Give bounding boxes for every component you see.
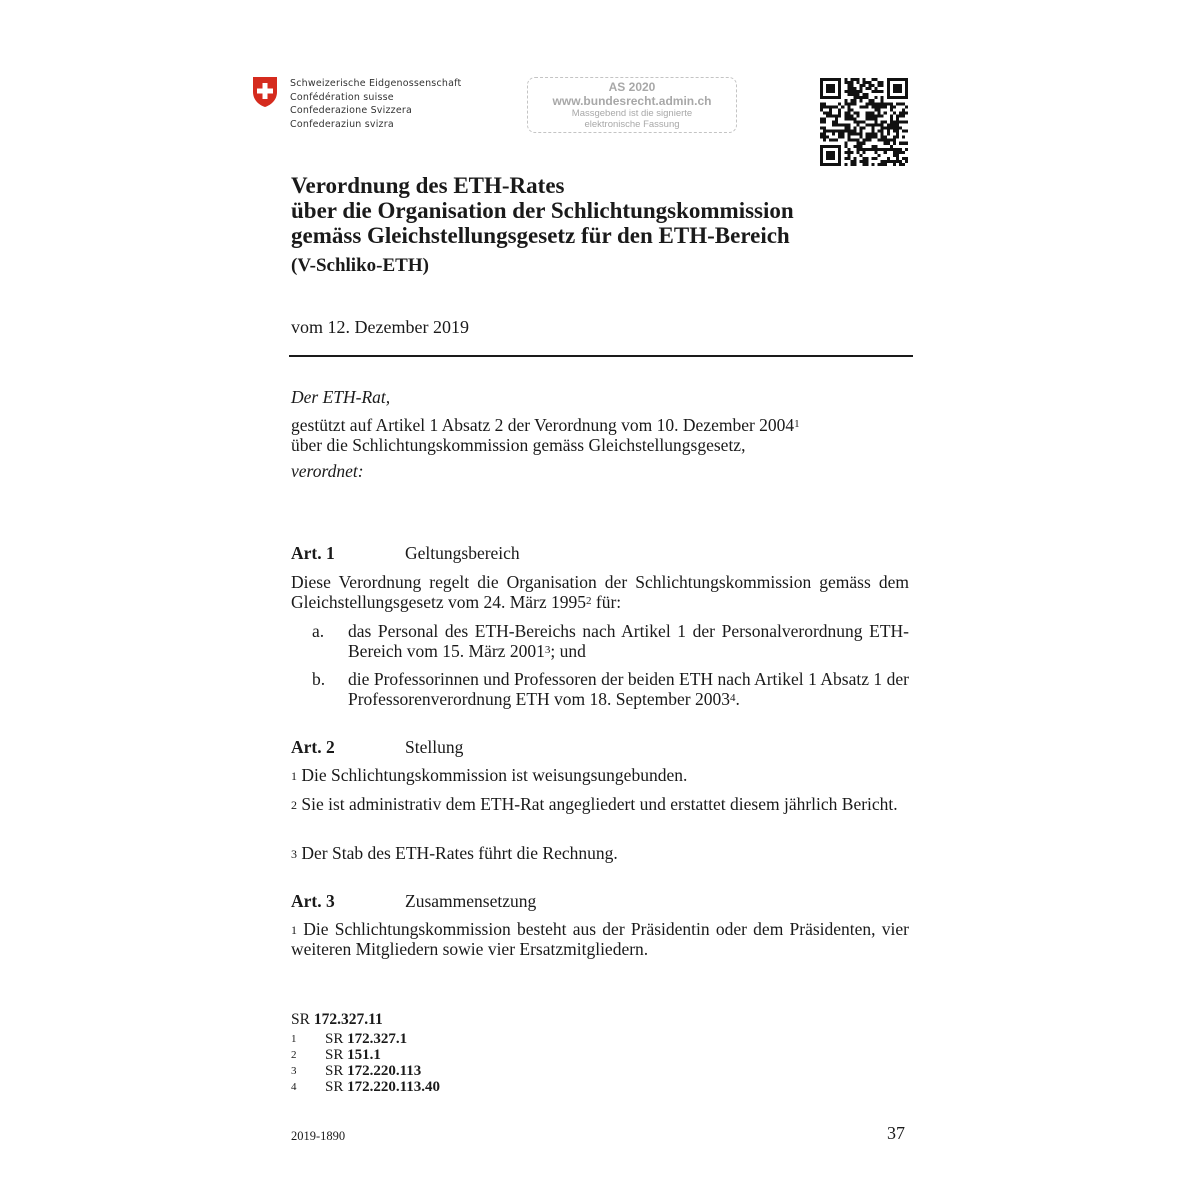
preamble-decree: verordnet:	[291, 461, 364, 481]
article-2-paragraph-3	[291, 844, 909, 864]
article-1-intro	[291, 573, 909, 612]
paragraph-number: 1	[291, 769, 297, 783]
article-2-heading	[291, 737, 463, 758]
footnote-ref: 151.1	[347, 1047, 381, 1063]
stamp-as: AS 2020	[608, 80, 656, 94]
footnote-number: 3	[291, 1065, 297, 1077]
footnote-prefix: SR	[325, 1047, 344, 1063]
footnote-prefix: SR	[325, 1063, 344, 1079]
item-b-label: b.	[312, 669, 326, 689]
sr-number	[291, 1011, 383, 1029]
paragraph-text: Der Stab des ETH-Rates führt die Rechnung.	[297, 843, 618, 863]
preamble-basis-line-1: gestützt auf Artikel 1 Absatz 2 der Verordnung vom 10. Dezember 2004	[291, 415, 795, 435]
article-1-number: Art. 1	[291, 543, 335, 563]
article-2-paragraph-2	[291, 795, 909, 815]
article-1-title: Geltungsbereich	[405, 543, 520, 563]
article-3-number: Art. 3	[291, 891, 335, 911]
sr-value: 172.327.11	[313, 1011, 383, 1028]
footnote-ref: 172.220.113.40	[347, 1079, 441, 1095]
footnote-number: 2	[291, 1049, 297, 1061]
paragraph-text: Die Schlichtungskommission ist weisungsungebunden.	[297, 765, 688, 785]
footnote-ref: 172.327.1	[347, 1031, 408, 1047]
article-1-item-a	[312, 622, 909, 661]
footnote-ref: 172.220.113	[347, 1063, 422, 1079]
footnote-prefix: SR	[325, 1031, 344, 1047]
footnote-ref-4: 4	[730, 691, 736, 704]
article-1-heading	[291, 543, 520, 564]
swiss-crest-icon	[252, 76, 278, 108]
paragraph-number: 3	[291, 847, 297, 861]
item-a-label: a.	[312, 621, 325, 641]
confederation-names	[290, 77, 461, 131]
footnote-ref-1: 1	[794, 418, 800, 430]
footnote	[291, 1063, 440, 1079]
footnotes	[291, 1031, 440, 1095]
item-b-text: die Professorinnen und Professoren der beiden ETH nach Artikel 1 Absatz 1 der Professorenverordnung ETH vom 18. September 2003	[348, 669, 909, 709]
title-line-3: gemäss Gleichstellungsgesetz für den ETH-Bereich	[291, 223, 790, 248]
article-2-title: Stellung	[405, 737, 464, 757]
title-line-2: über die Organisation der Schlichtungskommission	[291, 198, 794, 223]
confed-line-rm: Confederaziun svizra	[290, 118, 394, 130]
paragraph-number: 2	[291, 798, 297, 812]
stamp-note-1: Massgebend ist die signierte	[571, 108, 693, 119]
footnote-ref-3: 3	[544, 643, 551, 656]
article-1-item-b	[312, 670, 909, 709]
confed-line-it: Confederazione Svizzera	[290, 105, 413, 116]
page-number: 37	[887, 1123, 905, 1143]
footnote	[291, 1079, 440, 1095]
stamp-note-2: elektronische Fassung	[584, 119, 680, 130]
preamble-basis	[291, 415, 911, 455]
document-title	[291, 173, 794, 248]
preamble	[291, 387, 911, 481]
item-a-text: das Personal des ETH-Bereichs nach Artikel 1 der Personalverordnung ETH-Bereich vom 15. März 2001	[348, 621, 909, 661]
item-b-end: .	[735, 688, 740, 709]
article-2-number: Art. 2	[291, 737, 335, 757]
footnote-number: 4	[291, 1081, 297, 1093]
title-divider	[289, 355, 913, 357]
article-3-title: Zusammensetzung	[405, 891, 537, 911]
article-3-paragraph-1	[291, 920, 909, 959]
paragraph-text: Die Schlichtungskommission besteht aus der Präsidentin oder dem Präsidenten, vier weiteren Mitgliedern sowie vier Ersatzmitgliedern.	[291, 919, 909, 959]
sr-prefix: SR	[291, 1011, 314, 1028]
confed-line-fr: Confédération suisse	[290, 91, 394, 103]
article-1-intro-end: für:	[591, 591, 622, 612]
preamble-authority: Der ETH-Rat,	[291, 387, 391, 407]
footnote-ref-2: 2	[586, 594, 592, 607]
preamble-basis-line-2: über die Schlichtungskommission gemäss Gleichstellungsgesetz,	[291, 435, 746, 455]
footnote	[291, 1031, 440, 1047]
document-code: 2019-1890	[291, 1129, 346, 1143]
footnote-number: 1	[291, 1033, 297, 1045]
title-abbreviation: (V-Schliko-ETH)	[291, 255, 429, 276]
article-2-paragraph-1	[291, 766, 909, 786]
article-3-heading	[291, 891, 536, 912]
footnote	[291, 1047, 440, 1063]
item-a-end: ; und	[550, 640, 586, 661]
article-1-intro-text: Diese Verordnung regelt die Organisation der Schlichtungskommission gemäss dem Gleichstellungsgesetz vom 24. März 1995	[291, 572, 909, 612]
official-publication-stamp	[527, 77, 737, 133]
paragraph-number: 1	[291, 923, 297, 937]
qr-code-icon	[820, 78, 908, 166]
confed-line-de: Schweizerische Eidgenossenschaft	[290, 78, 462, 89]
paragraph-text: Sie ist administrativ dem ETH-Rat angegliedert und erstattet diesem jährlich Bericht.	[297, 794, 898, 814]
enactment-date: vom 12. Dezember 2019	[291, 317, 469, 337]
stamp-url: www.bundesrecht.admin.ch	[552, 94, 712, 108]
footnote-prefix: SR	[325, 1079, 344, 1095]
title-line-1: Verordnung des ETH-Rates	[291, 173, 565, 198]
